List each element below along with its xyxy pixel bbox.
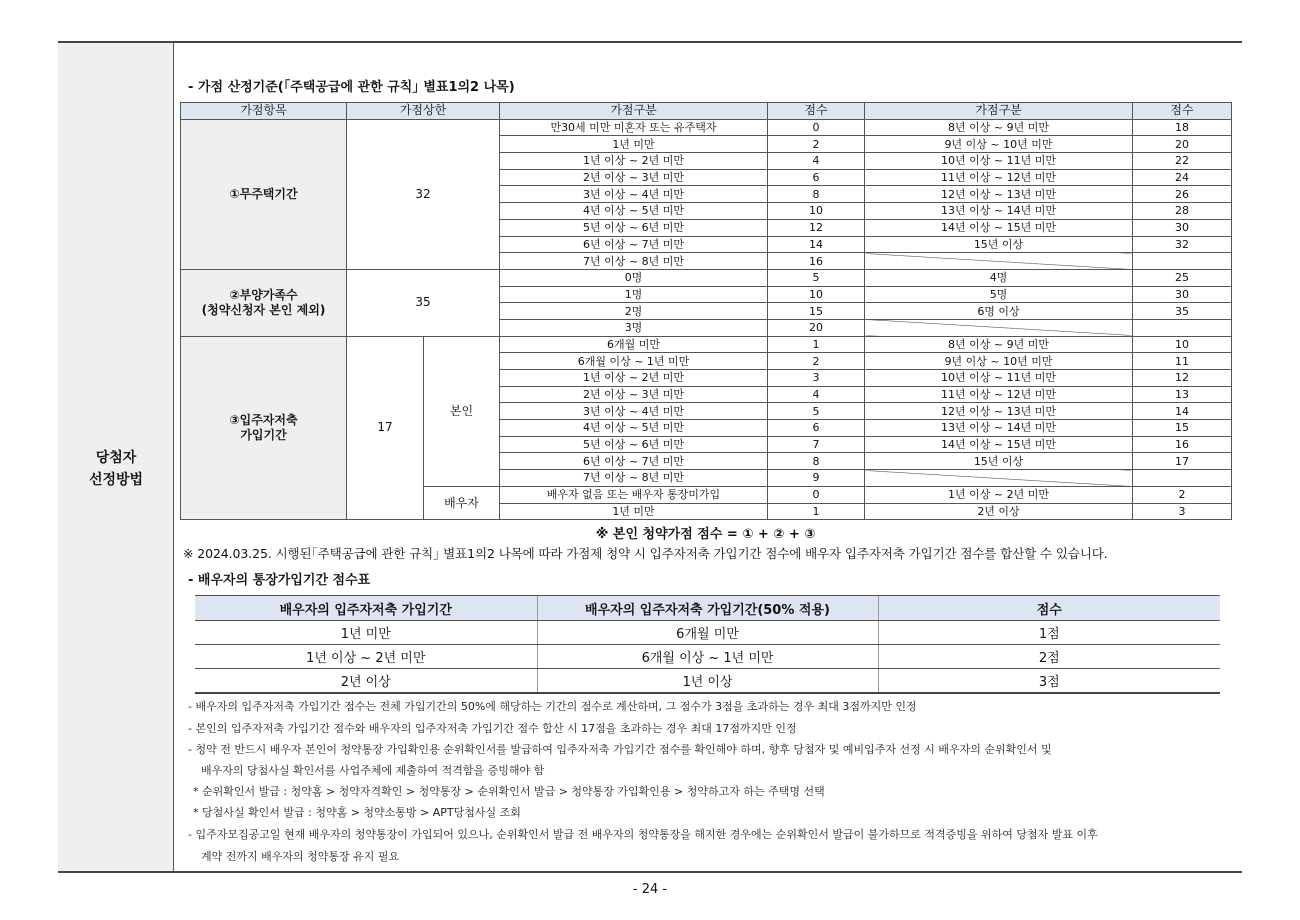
score-cell-2: 35 (1133, 303, 1232, 320)
subgroup-spouse: 배우자 (424, 486, 500, 519)
table-row (181, 119, 1232, 136)
score-cell: 14 (768, 236, 865, 253)
score-cell: 16 (768, 253, 865, 270)
category-cell-2: 4명 (865, 269, 1133, 286)
category-cell: 5년 이상 ~ 6년 미만 (500, 219, 768, 236)
score-cell: 20 (768, 319, 865, 336)
score-cell-2: 12 (1133, 370, 1232, 387)
category-cell-2: 14년 이상 ~ 15년 미만 (865, 436, 1133, 453)
category-cell-2: 8년 이상 ~ 9년 미만 (865, 336, 1133, 353)
score-cell-2: 28 (1133, 203, 1232, 220)
score-cell-2 (1133, 470, 1232, 487)
score-cell-2 (1133, 319, 1232, 336)
score-cell: 1 (768, 336, 865, 353)
score-cell: 8 (768, 453, 865, 470)
category-cell-2: 13년 이상 ~ 14년 미만 (865, 420, 1133, 437)
category-cell: 2년 이상 ~ 3년 미만 (500, 386, 768, 403)
category-cell-2: 10년 이상 ~ 11년 미만 (865, 153, 1133, 170)
score-cell-2: 3 (1133, 503, 1232, 520)
category-cell-2: 5명 (865, 286, 1133, 303)
category-cell: 배우자 없음 또는 배우자 통장미가입 (500, 486, 768, 503)
score-cell-2: 14 (1133, 403, 1232, 420)
score-cell: 1 (768, 503, 865, 520)
category-cell: 0명 (500, 269, 768, 286)
bullet-note: 계약 전까지 배우자의 청약통장 유지 필요 (201, 850, 400, 863)
header-category: 가점구분 (500, 103, 768, 120)
score-cell: 15 (768, 303, 865, 320)
category-cell-2 (865, 253, 1133, 270)
score-cell-2: 13 (1133, 386, 1232, 403)
category-cell: 1명 (500, 286, 768, 303)
category-cell: 4년 이상 ~ 5년 미만 (500, 203, 768, 220)
category-cell-2: 2년 이상 (865, 503, 1133, 520)
category-cell-2: 6명 이상 (865, 303, 1133, 320)
score-cell: 6 (768, 420, 865, 437)
score-cell-2 (1133, 253, 1232, 270)
category-cell: 1년 이상 ~ 2년 미만 (500, 370, 768, 387)
spouse-header-period: 배우자의 입주자저축 가입기간 (195, 596, 537, 621)
score-cell-2: 32 (1133, 236, 1232, 253)
category-cell-2: 15년 이상 (865, 453, 1133, 470)
category-cell: 1년 미만 (500, 136, 768, 153)
header-category-2: 가점구분 (865, 103, 1133, 120)
score-cell: 10 (768, 203, 865, 220)
score-cell: 8 (768, 186, 865, 203)
score-cell-2: 18 (1133, 119, 1232, 136)
score-cell: 3 (768, 370, 865, 387)
limit-savings-period: 17 (347, 336, 424, 520)
subgroup-self: 본인 (424, 336, 500, 486)
category-cell-2: 11년 이상 ~ 12년 미만 (865, 169, 1133, 186)
category-cell-2: 9년 이상 ~ 10년 미만 (865, 136, 1133, 153)
score-cell: 7 (768, 436, 865, 453)
table-row: 1년 이상 ~ 2년 미만 6개월 이상 ~ 1년 미만 2점 (195, 645, 1220, 669)
category-cell: 6년 이상 ~ 7년 미만 (500, 236, 768, 253)
category-label: 당첨자 선정방법 (88, 450, 144, 488)
score-cell-2: 26 (1133, 186, 1232, 203)
spouse-header-row (195, 596, 1220, 621)
bullet-note: * 순위확인서 발급 : 청약홈 > 청약자격확인 > 청약통장 > 순위확인서 발급 > 청약통장 가입확인용 > 청약하고자 하는 주택명 선택 (193, 785, 825, 798)
category-cell-2: 11년 이상 ~ 12년 미만 (865, 386, 1133, 403)
score-cell: 2 (768, 353, 865, 370)
score-cell-2: 10 (1133, 336, 1232, 353)
spouse-header-score: 점수 (878, 596, 1220, 621)
spouse-header-period-50: 배우자의 입주자저축 가입기간(50% 적용) (537, 596, 878, 621)
category-cell: 3년 이상 ~ 4년 미만 (500, 186, 768, 203)
regulation-note: ※ 2024.03.25. 시행된｢주택공급에 관한 규칙｣ 별표1의2 나목에 따라 가점제 청약 시 입주자저축 가입기간 점수에 배우자 입주자저축 가입기간 점수를 합산할 수 있습니다. (183, 546, 1108, 561)
left-category-column (58, 43, 174, 871)
score-cell-2: 11 (1133, 353, 1232, 370)
scoring-table (180, 102, 1232, 520)
score-cell: 4 (768, 153, 865, 170)
header-row (181, 103, 1232, 120)
table-row (181, 269, 1232, 286)
spouse-score-table (195, 595, 1220, 694)
category-cell: 7년 이상 ~ 8년 미만 (500, 470, 768, 487)
score-cell-2: 24 (1133, 169, 1232, 186)
group-dependents: ②부양가족수 (청약신청자 본인 제외) (181, 269, 347, 336)
table-row: 2년 이상 1년 이상 3점 (195, 669, 1220, 694)
header-score: 점수 (768, 103, 865, 120)
category-cell-2: 9년 이상 ~ 10년 미만 (865, 353, 1133, 370)
category-cell-2: 10년 이상 ~ 11년 미만 (865, 370, 1133, 387)
score-cell: 9 (768, 470, 865, 487)
section-title-scoring: - 가점 산정기준(｢주택공급에 관한 규칙｣ 별표1의2 나목) (188, 80, 515, 95)
score-cell: 0 (768, 486, 865, 503)
category-cell: 3명 (500, 319, 768, 336)
category-cell-2 (865, 319, 1133, 336)
category-cell-2: 12년 이상 ~ 13년 미만 (865, 403, 1133, 420)
category-cell-2: 14년 이상 ~ 15년 미만 (865, 219, 1133, 236)
bullet-note: 배우자의 당첨사실 확인서를 사업주체에 제출하여 적격함을 증빙해야 함 (201, 764, 545, 777)
limit-dependents: 35 (347, 269, 500, 336)
limit-homeless-period: 32 (347, 119, 500, 269)
score-cell: 6 (768, 169, 865, 186)
bullet-note: - 본인의 입주자저축 가입기간 점수와 배우자의 입주자저축 가입기간 점수 합산 시 17점을 초과하는 경우 최대 17점까지만 인정 (188, 722, 797, 735)
score-cell-2: 30 (1133, 219, 1232, 236)
table-row: 1년 미만 6개월 미만 1점 (195, 621, 1220, 645)
category-cell: 6개월 이상 ~ 1년 미만 (500, 353, 768, 370)
score-cell-2: 16 (1133, 436, 1232, 453)
header-limit: 가점상한 (347, 103, 500, 120)
category-cell: 6개월 미만 (500, 336, 768, 353)
score-cell: 2 (768, 136, 865, 153)
score-cell: 12 (768, 219, 865, 236)
category-cell: 5년 이상 ~ 6년 미만 (500, 436, 768, 453)
score-cell: 10 (768, 286, 865, 303)
category-cell-2: 12년 이상 ~ 13년 미만 (865, 186, 1133, 203)
category-cell: 7년 이상 ~ 8년 미만 (500, 253, 768, 270)
category-cell-2: 13년 이상 ~ 14년 미만 (865, 203, 1133, 220)
bullet-note: - 입주자모집공고일 현재 배우자의 청약통장이 가입되어 있으나, 순위확인서 발급 전 배우자의 청약통장을 해지한 경우에는 순위확인서 발급이 불가하므로 적격증빙을 위하여 당첨자 발표 이후 (188, 828, 1098, 841)
score-cell-2: 25 (1133, 269, 1232, 286)
score-formula: ※ 본인 청약가점 점수 = ① + ② + ③ (595, 527, 816, 542)
bullet-note: - 배우자의 입주자저축 가입기간 점수는 전체 가입기간의 50%에 해당하는 기간의 점수로 계산하며, 그 점수가 3점을 초과하는 경우 최대 3점까지만 인정 (188, 700, 917, 713)
score-cell: 5 (768, 269, 865, 286)
category-cell-2: 8년 이상 ~ 9년 미만 (865, 119, 1133, 136)
score-cell-2: 30 (1133, 286, 1232, 303)
category-cell: 3년 이상 ~ 4년 미만 (500, 403, 768, 420)
bullet-note: - 청약 전 반드시 배우자 본인이 청약통장 가입확인용 순위확인서를 발급하여 입주자저축 가입기간 점수를 확인해야 하며, 향후 당첨자 및 예비입주자 선정 시 배우자의 순위확인서 및 (188, 743, 1052, 756)
category-cell-2: 1년 이상 ~ 2년 미만 (865, 486, 1133, 503)
score-cell: 4 (768, 386, 865, 403)
bullet-note: * 당첨사실 확인서 발급 : 청약홈 > 청약소통방 > APT당첨사실 조회 (193, 806, 521, 819)
group-homeless-period: ①무주택기간 (181, 119, 347, 269)
header-score-2: 점수 (1133, 103, 1232, 120)
score-cell-2: 15 (1133, 420, 1232, 437)
category-cell: 1년 미만 (500, 503, 768, 520)
category-cell: 6년 이상 ~ 7년 미만 (500, 453, 768, 470)
category-cell-2 (865, 470, 1133, 487)
score-cell-2: 2 (1133, 486, 1232, 503)
table-row (181, 336, 1232, 353)
category-cell: 4년 이상 ~ 5년 미만 (500, 420, 768, 437)
category-cell: 1년 이상 ~ 2년 미만 (500, 153, 768, 170)
category-cell: 만30세 미만 미혼자 또는 유주택자 (500, 119, 768, 136)
score-cell-2: 17 (1133, 453, 1232, 470)
score-cell-2: 20 (1133, 136, 1232, 153)
category-cell-2: 15년 이상 (865, 236, 1133, 253)
score-cell-2: 22 (1133, 153, 1232, 170)
category-cell: 2명 (500, 303, 768, 320)
category-cell: 2년 이상 ~ 3년 미만 (500, 169, 768, 186)
score-cell: 0 (768, 119, 865, 136)
page-number: - 24 - (632, 882, 668, 897)
section-title-spouse: - 배우자의 통장가입기간 점수표 (188, 573, 371, 588)
header-item: 가점항목 (181, 103, 347, 120)
score-cell: 5 (768, 403, 865, 420)
group-savings-period: ③입주자저축 가입기간 (181, 336, 347, 520)
